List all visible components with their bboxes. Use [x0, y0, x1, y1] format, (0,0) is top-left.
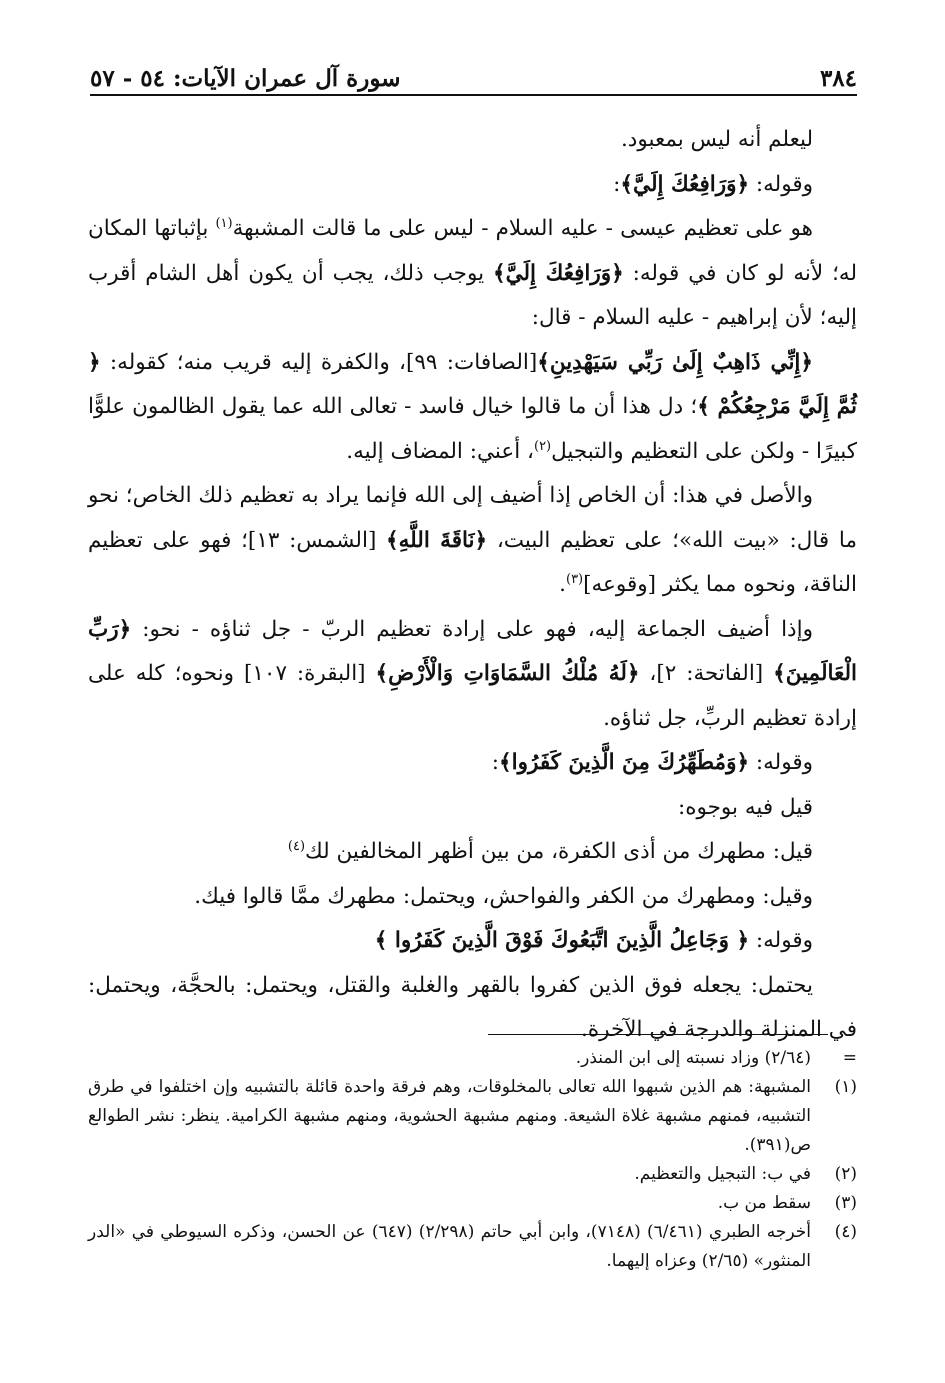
text-span: [الشمس: ١٣]؛ فهو على تعظيم الناقة، ونحوه مما يكثر [وقوعه]	[88, 527, 857, 597]
text-span: بإثباتها المكان له؛ لأنه لو كان في قوله:	[88, 216, 857, 286]
text-span: .	[559, 572, 566, 597]
text-span: ليعلم أنه ليس بمعبود.	[620, 127, 813, 152]
text-span: وقيل: ومطهرك من الكفر والفواحش، ويحتمل: مطهرك ممَّا قالوا فيك.	[194, 883, 813, 909]
running-title: سورة آل عمران الآيات: ٥٤ - ٥٧	[90, 65, 401, 92]
footnote-text: في ب: التبجيل والتعظيم.	[634, 1164, 811, 1184]
paragraph	[88, 118, 857, 163]
text-span: [الفاتحة: ٢]،	[639, 661, 774, 686]
paragraph	[88, 919, 857, 964]
text-span: وقوله:	[749, 928, 813, 953]
text-span: :	[491, 750, 499, 775]
main-text	[88, 118, 857, 1053]
paragraph	[88, 875, 857, 920]
paragraph	[88, 608, 857, 742]
footnote-number: =	[842, 1048, 857, 1068]
paragraph	[88, 341, 857, 475]
footnote-text: (٢/٦٤) وزاد نسبته إلى ابن المنذر.	[575, 1048, 811, 1068]
paragraph	[88, 830, 857, 875]
text-span: والأصل في هذا: أن الخاص إذا أضيف إلى الله فإنما يراد به تعظيم ذلك الخاص؛ نحو ما قال: «بيت الله»؛ على تعظيم البيت،	[87, 483, 857, 553]
footnote-number: (٢)	[834, 1164, 857, 1184]
quran-verse: ﴿إِنِّي ذَاهِبٌ إِلَىٰ رَبِّي سَيَهْدِينِ﴾	[537, 349, 813, 375]
footnote-number: (٣)	[834, 1193, 857, 1213]
footnote-divider	[488, 1034, 828, 1035]
text-span: هو على تعظيم عيسى - عليه السلام - ليس على ما قالت المشبهة	[232, 216, 814, 241]
footnote-text: المشبهة: هم الذين شبهوا الله تعالى بالمخلوقات، وهم فرقة واحدة قائلة بالتشبيه وإن اختلفوا في طرق التشبيه، فمنهم مشبهة غلاة الشيعة. ومنهم مشبهة الحشوية، ومنهم مشبهة الكرامية. ينظر: نشر الطوالع ص(٣٩١).	[88, 1077, 811, 1155]
text-span: [البقرة: ١٠٧] ونحوه؛ كله على إرادة تعظيم الربِّ، جل ثناؤه.	[88, 661, 857, 731]
quran-verse: ﴿ ثُمَّ إِلَيَّ مَرْجِعُكُمْ ﴾	[88, 349, 858, 419]
quran-verse: ﴿نَاقَةَ اللَّهِ﴾	[386, 527, 488, 553]
footnote-ref: (٤)	[287, 838, 306, 854]
text-span: ، أعني: المضاف إليه.	[346, 438, 534, 464]
footnote	[88, 1044, 857, 1073]
paragraph	[88, 474, 857, 608]
footnote	[88, 1189, 857, 1218]
text-span: وقوله:	[749, 171, 813, 197]
page-header	[90, 52, 857, 92]
quran-verse: ﴿وَمُطَهِّرُكَ مِنَ الَّذِينَ كَفَرُوا﴾	[499, 750, 750, 775]
paragraph	[88, 786, 857, 831]
paragraph	[88, 741, 857, 786]
footnote-text: أخرجه الطبري (٦/٤٦١) (٧١٤٨)، وابن أبي حاتم (٢/٢٩٨) (٦٤٧) عن الحسن، وذكره السيوطي في «الدر المنثور» (٢/٦٥) وعزاه إليهما.	[88, 1222, 812, 1271]
footnote-number: (١)	[834, 1077, 857, 1097]
page-number: ٣٨٤	[819, 65, 857, 92]
text-span: قيل: مطهرك من أذى الكفرة، من بين أظهر المخالفين لك	[305, 839, 813, 864]
text-span: قيل فيه بوجوه:	[677, 794, 813, 820]
quran-verse: ﴿لَهُ مُلْكُ السَّمَاوَاتِ وَالْأَرْضِ﴾	[375, 661, 640, 686]
text-span: [الصافات: ٩٩]، والكفرة إليه قريب منه؛ كقوله:	[100, 349, 538, 375]
paragraph	[88, 964, 857, 1053]
footnote-ref: (٣)	[565, 571, 584, 587]
text-span: وإذا أضيف الجماعة إليه، فهو على إرادة تعظيم الربّ - جل ثناؤه - نحو:	[131, 616, 813, 642]
quran-verse: ﴿رَبِّ الْعَالَمِينَ﴾	[88, 616, 857, 686]
footnote-ref: (١)	[215, 215, 233, 231]
text-span: :	[613, 171, 621, 197]
footnote	[88, 1218, 857, 1276]
text-span: وقوله:	[749, 750, 813, 775]
quran-verse: ﴿وَرَافِعُكَ إِلَيَّ﴾	[492, 260, 624, 286]
header-divider	[90, 94, 857, 96]
paragraph	[88, 207, 857, 341]
footnote-ref: (٢)	[533, 438, 552, 454]
text-span: يحتمل: يجعله فوق الذين كفروا بالقهر والغلبة والقتل، ويحتمل: بالحجَّة، ويحتمل: في المنزلة والدرجة في الآخرة.	[88, 972, 857, 1042]
footnote	[88, 1160, 857, 1189]
paragraph	[88, 163, 857, 208]
quran-verse: ﴿وَرَافِعُكَ إِلَيَّ﴾	[620, 171, 750, 197]
footnote-number: (٤)	[834, 1222, 857, 1242]
text-span: ؛ دل هذا أن ما قالوا خيال فاسد - تعالى الله عما يقول الظالمون علوًّا كبيرًا - ولكن على التعظيم والتبجيل	[88, 394, 857, 464]
footnotes	[88, 1044, 857, 1276]
footnote	[88, 1073, 857, 1160]
quran-verse: ﴿ وَجَاعِلُ الَّذِينَ اتَّبَعُوكَ فَوْقَ الَّذِينَ كَفَرُوا ﴾	[374, 928, 750, 953]
footnote-text: سقط من ب.	[717, 1193, 811, 1213]
text-span: يوجب ذلك، يجب أن يكون أهل الشام أقرب إليه؛ لأن إبراهيم - عليه السلام - قال:	[88, 260, 857, 330]
